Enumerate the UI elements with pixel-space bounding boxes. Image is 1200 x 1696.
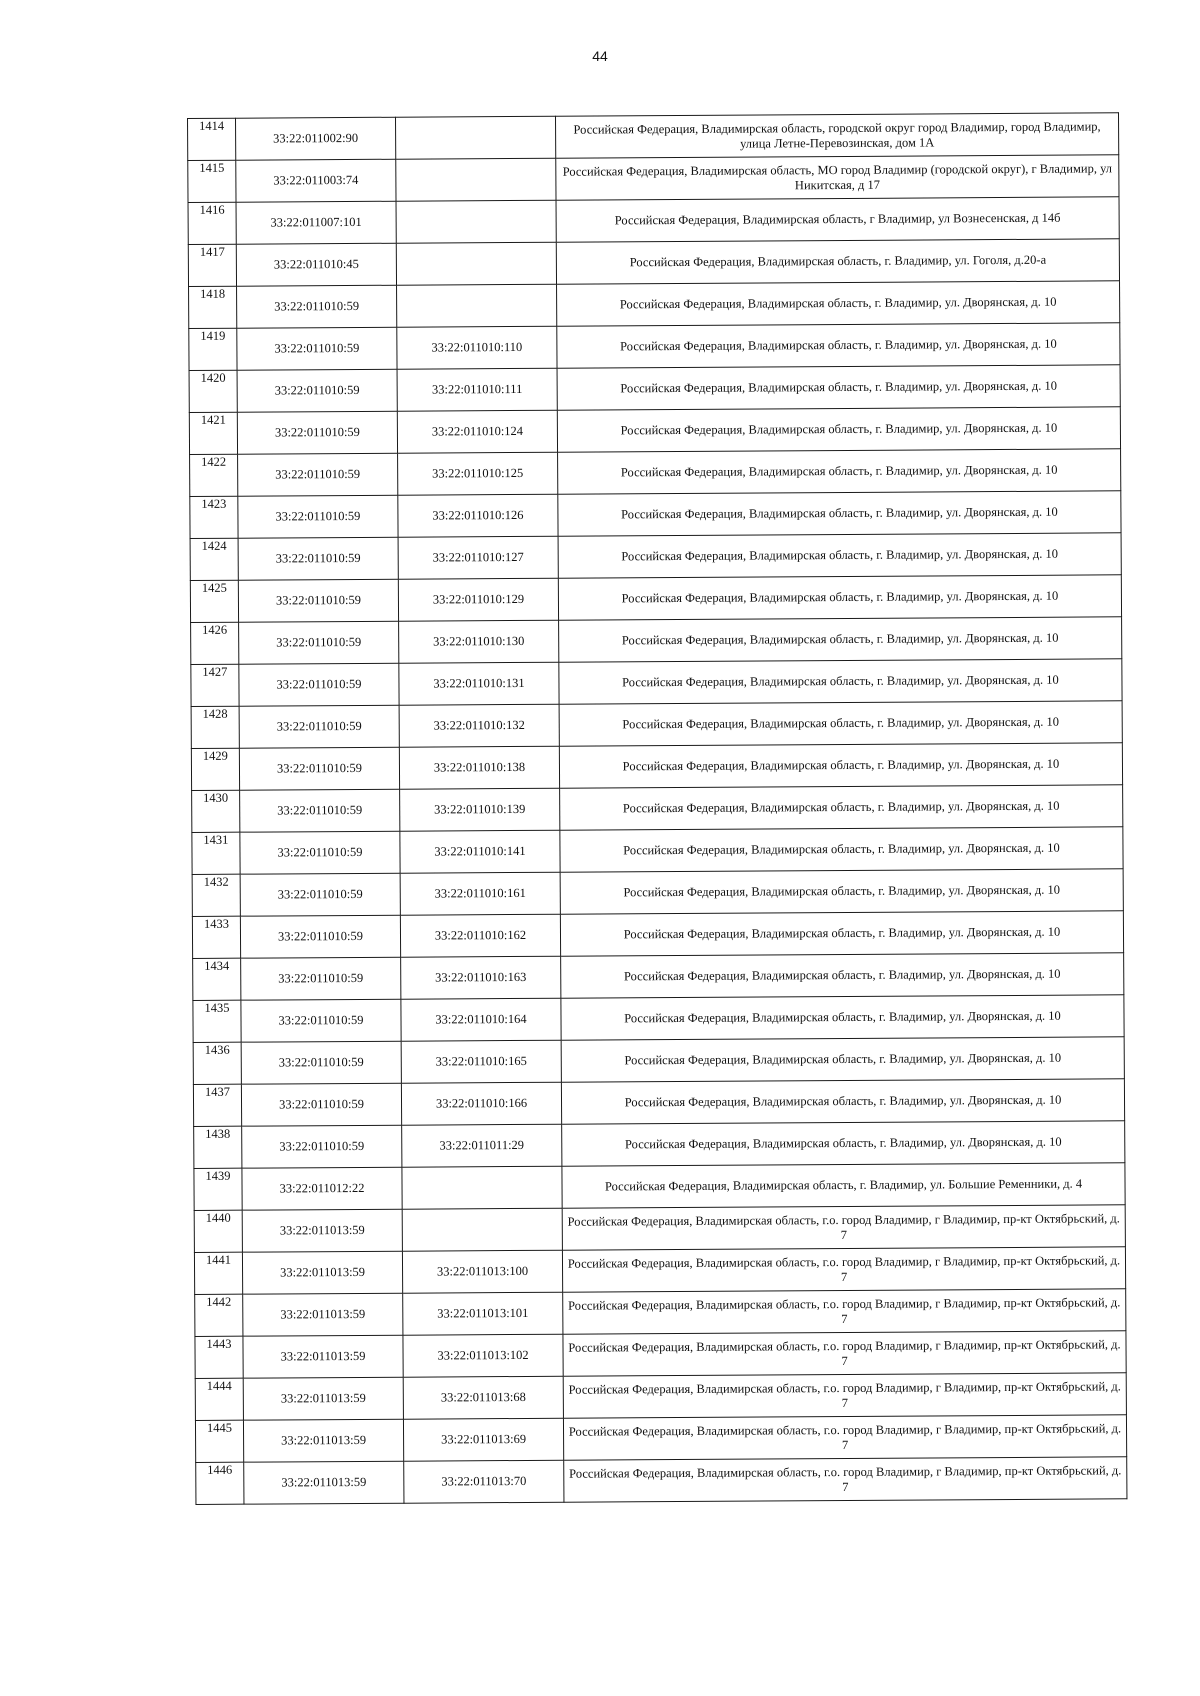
address-cell: Российская Федерация, Владимирская область, г. Владимир, ул. Дворянская, д. 10	[561, 1037, 1124, 1082]
table-row	[190, 533, 1121, 581]
table-row	[188, 155, 1119, 203]
row-number-cell: 1427	[191, 664, 239, 706]
cadastral-number-cell: 33:22:011010:59	[237, 411, 397, 454]
table-row	[191, 743, 1122, 791]
row-number-cell: 1423	[190, 496, 238, 538]
row-number-cell: 1435	[193, 1000, 241, 1042]
row-number-cell: 1434	[193, 958, 241, 1000]
sub-cadastral-number-cell: 33:22:011013:102	[403, 1334, 563, 1377]
address-cell: Российская Федерация, Владимирская область, г. Владимир, ул. Дворянская, д. 10	[561, 1079, 1124, 1124]
sub-cadastral-number-cell: 33:22:011013:69	[403, 1418, 563, 1461]
sub-cadastral-number-cell: 33:22:011010:126	[398, 494, 558, 537]
table-row	[190, 575, 1121, 623]
sub-cadastral-number-cell	[402, 1208, 562, 1251]
row-number-cell: 1415	[188, 160, 236, 202]
cadastral-number-cell: 33:22:011010:59	[240, 873, 400, 916]
cadastral-number-cell: 33:22:011013:59	[244, 1461, 404, 1504]
row-number-cell: 1437	[193, 1084, 241, 1126]
sub-cadastral-number-cell: 33:22:011010:125	[398, 452, 558, 495]
table-row	[192, 785, 1123, 833]
cadastral-number-cell: 33:22:011010:59	[241, 957, 401, 1000]
address-cell: Российская Федерация, Владимирская область, г. Владимир, ул. Гоголя, д.20-а	[556, 239, 1119, 284]
table-row	[188, 197, 1119, 245]
sub-cadastral-number-cell: 33:22:011010:166	[401, 1082, 561, 1125]
row-number-cell: 1441	[194, 1252, 242, 1294]
table-row	[195, 1373, 1126, 1421]
address-cell: Российская Федерация, Владимирская область, МО город Владимир (городской округ), г Владимир, ул Никитская, д 17	[556, 155, 1119, 200]
address-cell: Российская Федерация, Владимирская область, г. Владимир, ул. Дворянская, д. 10	[558, 449, 1121, 494]
address-cell: Российская Федерация, Владимирская область, г. Владимир, ул. Дворянская, д. 10	[560, 911, 1123, 956]
address-cell: Российская Федерация, Владимирская область, г.о. город Владимир, г Владимир, пр-кт Октябрьский, д. 7	[562, 1247, 1125, 1292]
cadastral-number-cell: 33:22:011010:59	[241, 1083, 401, 1126]
sub-cadastral-number-cell: 33:22:011010:164	[401, 998, 561, 1041]
address-cell: Российская Федерация, Владимирская область, г. Владимир, ул. Дворянская, д. 10	[559, 617, 1122, 662]
address-cell: Российская Федерация, Владимирская область, г.о. город Владимир, г Владимир, пр-кт Октябрьский, д. 7	[563, 1415, 1126, 1460]
address-cell: Российская Федерация, Владимирская область, г.о. город Владимир, г Владимир, пр-кт Октябрьский, д. 7	[563, 1289, 1126, 1334]
cadastral-number-cell: 33:22:011010:59	[240, 789, 400, 832]
row-number-cell: 1442	[195, 1294, 243, 1336]
address-cell: Российская Федерация, Владимирская область, г. Владимир, ул. Дворянская, д. 10	[557, 407, 1120, 452]
row-number-cell: 1438	[194, 1126, 242, 1168]
sub-cadastral-number-cell: 33:22:011010:110	[397, 326, 557, 369]
sub-cadastral-number-cell	[396, 200, 556, 243]
sub-cadastral-number-cell: 33:22:011010:129	[398, 578, 558, 621]
table-row	[188, 239, 1119, 287]
cadastral-number-cell: 33:22:011010:59	[241, 1041, 401, 1084]
address-cell: Российская Федерация, Владимирская область, г.о. город Владимир, г Владимир, пр-кт Октябрьский, д. 7	[563, 1373, 1126, 1418]
table-row	[191, 659, 1122, 707]
table-row	[194, 1163, 1125, 1211]
page-number: 44	[592, 48, 608, 64]
cadastral-number-cell: 33:22:011013:59	[243, 1335, 403, 1378]
row-number-cell: 1429	[191, 748, 239, 790]
table-row	[195, 1331, 1126, 1379]
sub-cadastral-number-cell	[395, 116, 555, 159]
address-cell: Российская Федерация, Владимирская область, г. Владимир, ул. Дворянская, д. 10	[558, 491, 1121, 536]
row-number-cell: 1430	[192, 790, 240, 832]
cadastral-number-cell: 33:22:011003:74	[236, 159, 396, 202]
table-row	[188, 113, 1119, 161]
table-row	[195, 1289, 1126, 1337]
address-cell: Российская Федерация, Владимирская область, г. Владимир, ул. Дворянская, д. 10	[560, 827, 1123, 872]
cadastral-number-cell: 33:22:011010:59	[238, 579, 398, 622]
cadastral-number-cell: 33:22:011013:59	[243, 1419, 403, 1462]
address-cell: Российская Федерация, Владимирская область, г. Владимир, ул. Дворянская, д. 10	[560, 869, 1123, 914]
table-row	[190, 491, 1121, 539]
sub-cadastral-number-cell: 33:22:011013:68	[403, 1376, 563, 1419]
cadastral-number-cell: 33:22:011010:59	[242, 1125, 402, 1168]
cadastral-number-cell: 33:22:011010:45	[236, 243, 396, 286]
row-number-cell: 1445	[195, 1420, 243, 1462]
table-row	[189, 365, 1120, 413]
table-row	[193, 1079, 1124, 1127]
sub-cadastral-number-cell: 33:22:011010:131	[399, 662, 559, 705]
table-row	[194, 1121, 1125, 1169]
table-row	[192, 869, 1123, 917]
cadastral-number-cell: 33:22:011010:59	[239, 663, 399, 706]
sub-cadastral-number-cell: 33:22:011010:161	[400, 872, 560, 915]
cadastral-number-cell: 33:22:011010:59	[241, 999, 401, 1042]
sub-cadastral-number-cell: 33:22:011010:124	[397, 410, 557, 453]
sub-cadastral-number-cell: 33:22:011010:139	[400, 788, 560, 831]
cadastral-number-cell: 33:22:011010:59	[237, 327, 397, 370]
row-number-cell: 1424	[190, 538, 238, 580]
table-row	[189, 323, 1120, 371]
table-row	[189, 281, 1120, 329]
table-row	[192, 827, 1123, 875]
cadastral-number-cell: 33:22:011010:59	[237, 369, 397, 412]
address-cell: Российская Федерация, Владимирская область, г. Владимир, ул. Дворянская, д. 10	[557, 323, 1120, 368]
cadastral-number-cell: 33:22:011013:59	[242, 1209, 402, 1252]
address-cell: Российская Федерация, Владимирская область, г. Владимир, ул. Дворянская, д. 10	[562, 1121, 1125, 1166]
cadastral-number-cell: 33:22:011007:101	[236, 201, 396, 244]
row-number-cell: 1421	[189, 412, 237, 454]
sub-cadastral-number-cell: 33:22:011013:70	[404, 1460, 564, 1503]
sub-cadastral-number-cell	[402, 1166, 562, 1209]
cadastral-number-cell: 33:22:011013:59	[243, 1377, 403, 1420]
table-row	[190, 449, 1121, 497]
sub-cadastral-number-cell: 33:22:011010:130	[399, 620, 559, 663]
cadastral-number-cell: 33:22:011010:59	[240, 831, 400, 874]
address-cell: Российская Федерация, Владимирская область, г.о. город Владимир, г Владимир, пр-кт Октябрьский, д. 7	[562, 1205, 1125, 1250]
sub-cadastral-number-cell	[396, 158, 556, 201]
sub-cadastral-number-cell: 33:22:011010:163	[401, 956, 561, 999]
row-number-cell: 1443	[195, 1336, 243, 1378]
sub-cadastral-number-cell: 33:22:011013:101	[403, 1292, 563, 1335]
registry-table-body	[188, 113, 1127, 1505]
address-cell: Российская Федерация, Владимирская область, г. Владимир, ул. Дворянская, д. 10	[559, 743, 1122, 788]
table-row	[193, 995, 1124, 1043]
row-number-cell: 1426	[191, 622, 239, 664]
row-number-cell: 1414	[188, 118, 236, 160]
sub-cadastral-number-cell: 33:22:011010:132	[399, 704, 559, 747]
registry-table	[187, 112, 1127, 1505]
address-cell: Российская Федерация, Владимирская область, г. Владимир, ул. Дворянская, д. 10	[558, 575, 1121, 620]
address-cell: Российская Федерация, Владимирская область, г. Владимир, ул. Дворянская, д. 10	[561, 953, 1124, 998]
row-number-cell: 1432	[192, 874, 240, 916]
table-row	[196, 1457, 1127, 1505]
address-cell: Российская Федерация, Владимирская область, г. Владимир, ул. Дворянская, д. 10	[560, 785, 1123, 830]
cadastral-number-cell: 33:22:011013:59	[242, 1251, 402, 1294]
sub-cadastral-number-cell: 33:22:011010:165	[401, 1040, 561, 1083]
row-number-cell: 1439	[194, 1168, 242, 1210]
row-number-cell: 1425	[190, 580, 238, 622]
table-row	[195, 1415, 1126, 1463]
address-cell: Российская Федерация, Владимирская область, г. Владимир, ул. Дворянская, д. 10	[559, 701, 1122, 746]
sub-cadastral-number-cell: 33:22:011010:141	[400, 830, 560, 873]
row-number-cell: 1419	[189, 328, 237, 370]
address-cell: Российская Федерация, Владимирская область, г. Владимир, ул. Дворянская, д. 10	[559, 659, 1122, 704]
row-number-cell: 1417	[188, 244, 236, 286]
row-number-cell: 1440	[194, 1210, 242, 1252]
cadastral-number-cell: 33:22:011013:59	[243, 1293, 403, 1336]
table-row	[193, 1037, 1124, 1085]
cadastral-number-cell: 33:22:011010:59	[239, 747, 399, 790]
table-row	[194, 1247, 1125, 1295]
address-cell: Российская Федерация, Владимирская область, г Владимир, ул Вознесенская, д 14б	[556, 197, 1119, 242]
row-number-cell: 1431	[192, 832, 240, 874]
address-cell: Российская Федерация, Владимирская область, г. Владимир, ул. Дворянская, д. 10	[557, 281, 1120, 326]
row-number-cell: 1444	[195, 1378, 243, 1420]
sub-cadastral-number-cell: 33:22:011010:127	[398, 536, 558, 579]
table-row	[193, 953, 1124, 1001]
row-number-cell: 1418	[189, 286, 237, 328]
row-number-cell: 1422	[190, 454, 238, 496]
cadastral-number-cell: 33:22:011010:59	[239, 705, 399, 748]
cadastral-number-cell: 33:22:011012:22	[242, 1167, 402, 1210]
cadastral-number-cell: 33:22:011002:90	[236, 117, 396, 160]
table-row	[191, 701, 1122, 749]
cadastral-number-cell: 33:22:011010:59	[238, 495, 398, 538]
sub-cadastral-number-cell	[396, 242, 556, 285]
address-cell: Российская Федерация, Владимирская область, г. Владимир, ул. Дворянская, д. 10	[557, 365, 1120, 410]
address-cell: Российская Федерация, Владимирская область, г. Владимир, ул. Дворянская, д. 10	[561, 995, 1124, 1040]
row-number-cell: 1446	[196, 1462, 244, 1504]
sub-cadastral-number-cell: 33:22:011010:162	[400, 914, 560, 957]
row-number-cell: 1420	[189, 370, 237, 412]
address-cell: Российская Федерация, Владимирская область, г. Владимир, ул. Дворянская, д. 10	[558, 533, 1121, 578]
table-row	[192, 911, 1123, 959]
cadastral-number-cell: 33:22:011010:59	[239, 621, 399, 664]
cadastral-number-cell: 33:22:011010:59	[238, 453, 398, 496]
address-cell: Российская Федерация, Владимирская область, г.о. город Владимир, г Владимир, пр-кт Октябрьский, д. 7	[563, 1331, 1126, 1376]
cadastral-number-cell: 33:22:011010:59	[237, 285, 397, 328]
sub-cadastral-number-cell: 33:22:011011:29	[402, 1124, 562, 1167]
sub-cadastral-number-cell	[397, 284, 557, 327]
row-number-cell: 1416	[188, 202, 236, 244]
table-row	[194, 1205, 1125, 1253]
row-number-cell: 1433	[192, 916, 240, 958]
sub-cadastral-number-cell: 33:22:011010:138	[399, 746, 559, 789]
row-number-cell: 1436	[193, 1042, 241, 1084]
sub-cadastral-number-cell: 33:22:011013:100	[402, 1250, 562, 1293]
cadastral-number-cell: 33:22:011010:59	[238, 537, 398, 580]
address-cell: Российская Федерация, Владимирская область, городской округ город Владимир, город Владимир, улица Летне-Перевозинская, дом 1А	[555, 113, 1118, 158]
cadastral-number-cell: 33:22:011010:59	[240, 915, 400, 958]
address-cell: Российская Федерация, Владимирская область, г.о. город Владимир, г Владимир, пр-кт Октябрьский, д. 7	[564, 1457, 1127, 1502]
address-cell: Российская Федерация, Владимирская область, г. Владимир, ул. Большие Ременники, д. 4	[562, 1163, 1125, 1208]
table-row	[189, 407, 1120, 455]
row-number-cell: 1428	[191, 706, 239, 748]
sub-cadastral-number-cell: 33:22:011010:111	[397, 368, 557, 411]
table-row	[191, 617, 1122, 665]
